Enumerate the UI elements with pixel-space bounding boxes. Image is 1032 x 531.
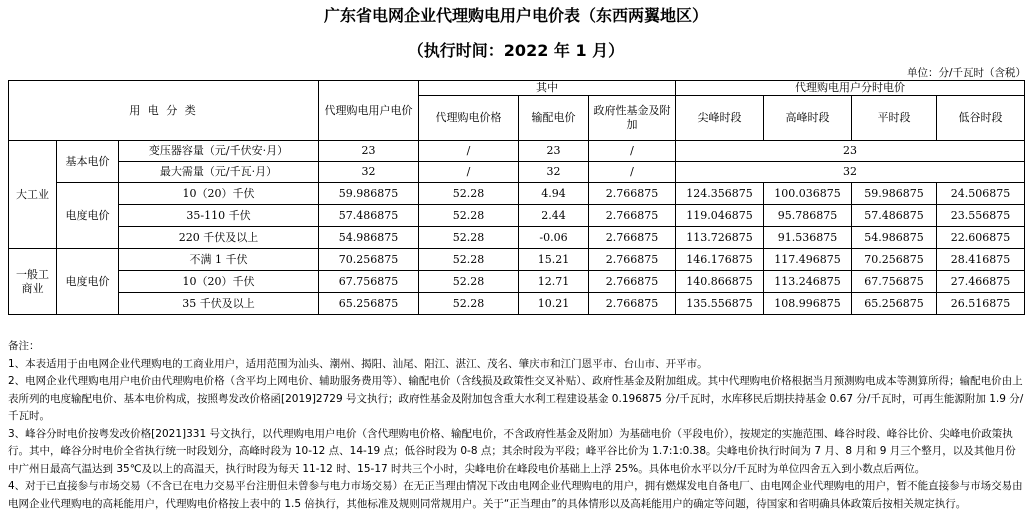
note-4: 4、对于已直接参与市场交易（不含已在电力交易平台注册但未曾参与电力市场交易）在无正当理由情况下改由电网企业代理购电的用户，拥有燃煤发电自备电厂、由电网企业代理购电的用户，暂不能直接参与市场交易由电网企业代理购电的高耗能用户，代理购电价格按上表中的 1.5 倍执行，其他标准及规则同常规用户。关于“正当理由”的具体情形以及高耗能用户的确定等问题，待国家和省明确具体政策后按相关规定执行。	[8, 480, 1023, 510]
cell-purchase: 52.28	[419, 293, 519, 315]
header-proxy-purchase: 代理购电价格	[419, 96, 519, 141]
row-name: 35-110 千伏	[119, 205, 319, 227]
header-gov-fund: 政府性基金及附加	[589, 96, 676, 141]
cell-purchase: /	[419, 141, 519, 162]
cell-price: 59.986875	[319, 183, 419, 205]
cell-trans: 2.44	[519, 205, 589, 227]
cell-valley: 26.516875	[937, 293, 1025, 315]
cell-purchase: /	[419, 162, 519, 183]
basic-price-label: 基本电价	[57, 141, 119, 183]
cell-valley: 24.506875	[937, 183, 1025, 205]
cell-flat: 70.256875	[852, 249, 937, 271]
cell-peak: 100.036875	[764, 183, 852, 205]
cell-peak-top: 113.726875	[676, 227, 764, 249]
cell-price: 67.756875	[319, 271, 419, 293]
cell-flat: 59.986875	[852, 183, 937, 205]
page-title: 广东省电网企业代理购电用户电价表（东西两翼地区）	[323, 6, 708, 25]
header-transmission: 输配电价	[519, 96, 589, 141]
cell-fund: 2.766875	[589, 293, 676, 315]
cell-peak: 108.996875	[764, 293, 852, 315]
cell-valley: 28.416875	[937, 249, 1025, 271]
cell-valley: 22.606875	[937, 227, 1025, 249]
header-valley: 低谷时段	[937, 96, 1025, 141]
row-name: 35 千伏及以上	[119, 293, 319, 315]
header-flat: 平时段	[852, 96, 937, 141]
cell-peak-top: 135.556875	[676, 293, 764, 315]
price-table	[8, 80, 1025, 315]
cell-tou: 23	[676, 141, 1025, 162]
header-peak-top: 尖峰时段	[676, 96, 764, 141]
notes	[8, 338, 1024, 513]
cell-flat: 67.756875	[852, 271, 937, 293]
cell-price: 65.256875	[319, 293, 419, 315]
cell-purchase: 52.28	[419, 249, 519, 271]
large-industry-label: 大工业	[9, 141, 57, 249]
cell-peak-top: 124.356875	[676, 183, 764, 205]
cell-fund: /	[589, 162, 676, 183]
cell-flat: 57.486875	[852, 205, 937, 227]
cell-purchase: 52.28	[419, 227, 519, 249]
header-of-which: 其中	[419, 81, 676, 96]
cell-trans: 10.21	[519, 293, 589, 315]
general-label: 一般工商业	[9, 249, 57, 315]
note-3: 3、峰谷分时电价按粤发改价格[2021]331 号文执行，以代理购电用户电价（含代理购电价格、输配电价，不含政府性基金及附加）为基础电价（平段电价），按规定的实施范围、峰谷时段、峰谷比价、尖峰电价政策执行。其中，峰谷分时电价全省执行统一时段划分，高峰时段为 10-12 点、14-19 点；低谷时段为 0-8 点；其余时段为平段；峰平谷比价为 1.7:1:0.38。尖峰电价执行时间为 7 月、8 月和 9 月三个整月，以及其他月份中广州日最高气温达到 35℃及以上的高温天，执行时段为每天 11-12 时、15-17 时共三个小时，尖峰电价在峰段电价基础上上浮 25%。具体电价水平以分/千瓦时为单位四舍五入到小数点后两位。	[8, 427, 1016, 475]
cell-fund: 2.766875	[589, 249, 676, 271]
cell-fund: 2.766875	[589, 183, 676, 205]
cell-peak: 117.496875	[764, 249, 852, 271]
energy-price-label: 电度电价	[57, 183, 119, 249]
cell-flat: 65.256875	[852, 293, 937, 315]
cell-peak-top: 119.046875	[676, 205, 764, 227]
cell-purchase: 52.28	[419, 183, 519, 205]
cell-purchase: 52.28	[419, 271, 519, 293]
cell-purchase: 52.28	[419, 205, 519, 227]
notes-heading: 备注：	[8, 340, 40, 352]
header-category: 用 电 分 类	[9, 81, 319, 141]
header-peak: 高峰时段	[764, 96, 852, 141]
cell-trans: 32	[519, 162, 589, 183]
cell-peak: 91.536875	[764, 227, 852, 249]
cell-peak-top: 140.866875	[676, 271, 764, 293]
cell-fund: /	[589, 141, 676, 162]
page-subtitle: （执行时间：2022 年 1 月）	[407, 41, 625, 60]
cell-fund: 2.766875	[589, 271, 676, 293]
cell-price: 57.486875	[319, 205, 419, 227]
cell-price: 54.986875	[319, 227, 419, 249]
header-tou: 代理购电用户分时电价	[676, 81, 1025, 96]
cell-valley: 27.466875	[937, 271, 1025, 293]
row-name: 220 千伏及以上	[119, 227, 319, 249]
cell-fund: 2.766875	[589, 227, 676, 249]
cell-valley: 23.556875	[937, 205, 1025, 227]
cell-peak: 95.786875	[764, 205, 852, 227]
cell-fund: 2.766875	[589, 205, 676, 227]
cell-trans: 23	[519, 141, 589, 162]
row-name: 不满 1 千伏	[119, 249, 319, 271]
cell-price: 70.256875	[319, 249, 419, 271]
cell-trans: 12.71	[519, 271, 589, 293]
row-name: 10（20）千伏	[119, 271, 319, 293]
note-2: 2、电网企业代理购电用户电价由代理购电价格（含平均上网电价、辅助服务费用等）、输配电价（含线损及政策性交叉补贴）、政府性基金及附加组成。其中代理购电价格根据当月预测购电成本等测算所得；输配电价由上表所列的电度输配电价、基本电价构成，按照粤发改价格函[2019]2729 号文执行；政府性基金及附加包含重大水利工程建设基金 0.196875 分/千瓦时，水库移民后期扶持基金 0.67 分/千瓦时，可再生能源附加 1.9 分/千瓦时。	[8, 375, 1024, 422]
cell-flat: 54.986875	[852, 227, 937, 249]
cell-trans: -0.06	[519, 227, 589, 249]
cell-tou: 32	[676, 162, 1025, 183]
cell-trans: 4.94	[519, 183, 589, 205]
cell-price: 32	[319, 162, 419, 183]
note-1: 1、本表适用于由电网企业代理购电的工商业用户，适用范围为汕头、潮州、揭阳、汕尾、阳江、湛江、茂名、肇庆市和江门恩平市、台山市、开平市。	[8, 357, 708, 370]
cell-price: 23	[319, 141, 419, 162]
row-name: 变压器容量（元/千伏安·月）	[119, 141, 319, 162]
energy-price-label: 电度电价	[57, 249, 119, 315]
row-name: 最大需量（元/千瓦·月）	[119, 162, 319, 183]
unit-note: 单位：分/千瓦时（含税）	[906, 67, 1026, 79]
cell-peak: 113.246875	[764, 271, 852, 293]
row-name: 10（20）千伏	[119, 183, 319, 205]
cell-peak-top: 146.176875	[676, 249, 764, 271]
header-proxy-price: 代理购电用户电价	[319, 81, 419, 141]
cell-trans: 15.21	[519, 249, 589, 271]
